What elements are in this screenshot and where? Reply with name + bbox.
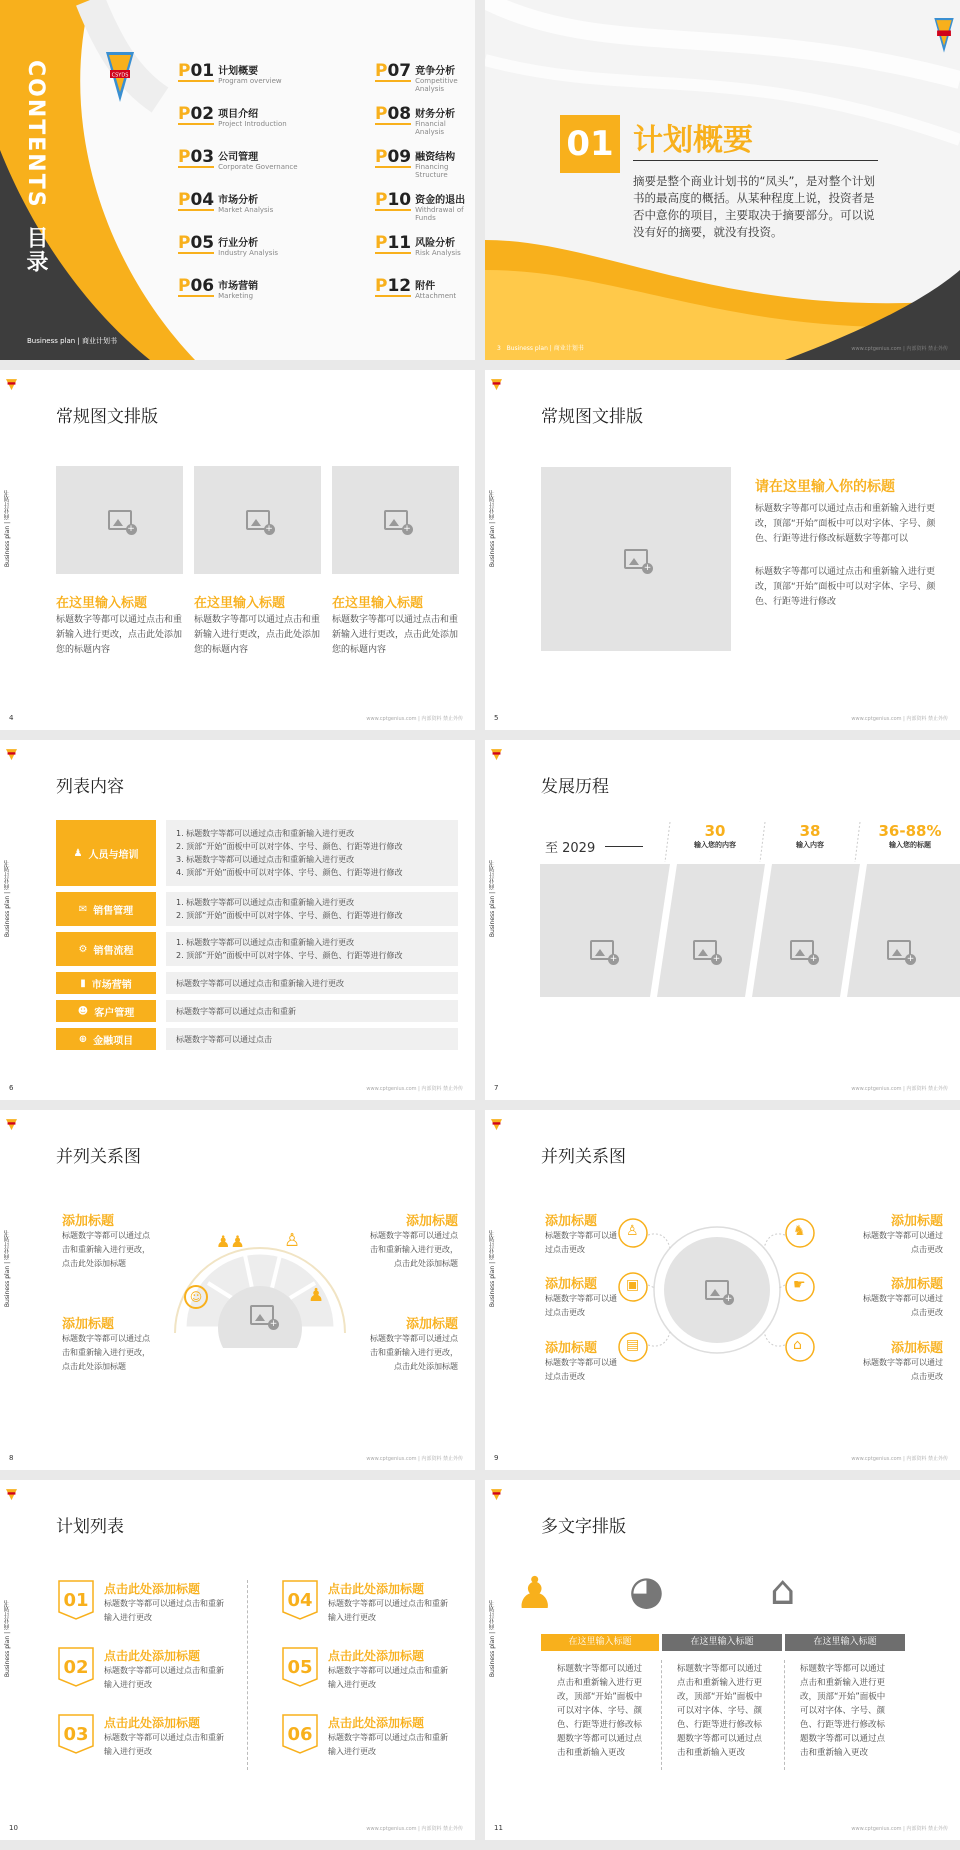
plan-title: 点击此处添加标题: [328, 1582, 425, 1596]
list-line: 1. 标题数字等都可以通过点击和重新输入进行更改: [176, 898, 355, 907]
contents-cn: 计划概要: [218, 66, 259, 77]
image-add-icon: [590, 940, 614, 960]
pie-chart-icon: ◕: [629, 1568, 664, 1614]
contents-en: Corporate Governance: [218, 163, 298, 171]
list-line: 标题数字等都可以通过点击: [176, 1034, 272, 1044]
slide-multi-text[interactable]: [485, 1480, 960, 1840]
user-icon: ☺: [184, 1285, 208, 1309]
plan-text: 标题数字等都可以通过点击和重新输入进行更改: [104, 1733, 224, 1756]
column-text: 标题数字等都可以通过点击和重新输入进行更改，顶部“开始”面板中可以对字体、字号、颜色、行距等进行修改标题数字等都可以通过点击和重新输入更改: [677, 1664, 763, 1758]
page-number: 10: [9, 1824, 18, 1832]
column-label: 在这里输入标题: [785, 1634, 905, 1651]
item-title: 添加标题: [545, 1277, 598, 1292]
column-text: 标题数字等都可以通过点击和重新输入进行更改，顶部“开始”面板中可以对字体、字号、颜色、行距等进行修改标题数字等都可以通过点击和重新输入更改: [557, 1664, 643, 1758]
plan-text: 标题数字等都可以通过点击和重新输入进行更改: [328, 1599, 448, 1622]
contents-num: P02: [178, 104, 215, 124]
item-text: 标题数字等都可以通过点击更改: [545, 1294, 617, 1317]
plan-title: 点击此处添加标题: [104, 1649, 201, 1663]
divider: [784, 1660, 785, 1770]
group-icon: ♟: [308, 1285, 325, 1306]
stat-value: 36-88%: [878, 822, 942, 840]
page-number: 8: [9, 1454, 14, 1462]
vertical-label: Business plan | 商业计划书: [489, 1230, 496, 1308]
contents-en: Risk Analysis: [415, 249, 461, 257]
card-title: 在这里输入标题: [194, 596, 286, 611]
contents-cn: 融资结构: [415, 152, 456, 163]
list-label[interactable]: ♟ 人员与培训: [56, 820, 156, 886]
plan-item[interactable]: [58, 1647, 229, 1692]
hand-icon: ☛: [793, 1277, 806, 1293]
mini-logo: [6, 1116, 17, 1128]
number-badge: [282, 1580, 318, 1620]
item: [62, 1210, 152, 1271]
contents-item[interactable]: [375, 191, 475, 222]
item: [62, 1313, 152, 1374]
image-add-icon: [790, 940, 814, 960]
divider: [247, 1580, 248, 1770]
plan-item[interactable]: [58, 1714, 229, 1759]
list-label[interactable]: ☻ 客户管理: [56, 1000, 156, 1022]
vertical-label: Business plan | 商业计划书: [489, 860, 496, 938]
item-title: 添加标题: [405, 1214, 458, 1229]
list-row: [56, 1000, 458, 1022]
list-row: [56, 1028, 458, 1050]
plan-item[interactable]: [282, 1714, 453, 1759]
box-icon: ▣: [626, 1277, 640, 1293]
list-line: 3. 标题数字等都可以通过点击和重新输入进行更改: [176, 855, 355, 864]
card-text: 标题数字等都可以通过点击和重新输入进行更改，点击此处添加您的标题内容: [194, 615, 321, 655]
slide-image-text-1[interactable]: [0, 370, 475, 730]
card-text: 标题数字等都可以通过点击和重新输入进行更改，点击此处添加您的标题内容: [332, 615, 459, 655]
slide-timeline[interactable]: [485, 740, 960, 1100]
vertical-label: Business plan | 商业计划书: [4, 490, 11, 568]
contents-en: Project Introduction: [218, 120, 287, 128]
list-row: [56, 972, 458, 994]
contents-en: Industry Analysis: [218, 249, 278, 257]
item-text: 标题数字等都可以通过点击更改: [863, 1294, 943, 1317]
plan-item[interactable]: [282, 1580, 453, 1625]
slide-title: 发展历程: [541, 777, 609, 797]
stat: [775, 822, 845, 850]
footer: www.cptgenius.com | 内部资料 禁止外传: [851, 1826, 948, 1832]
list-content: [166, 1028, 458, 1050]
contents-num: P01: [178, 61, 215, 81]
plan-text: 标题数字等都可以通过点击和重新输入进行更改: [328, 1666, 448, 1689]
stat-label: 输入内容: [796, 841, 824, 849]
image-placeholder[interactable]: [194, 466, 321, 574]
list-line: 2. 顶部“开始”面板中可以对字体、字号、颜色、行距等进行修改: [176, 842, 403, 851]
plan-item[interactable]: [58, 1580, 229, 1625]
item: [863, 1337, 943, 1384]
item-text: 标题数字等都可以通过点击和重新输入进行更改，点击此处添加标题: [370, 1334, 458, 1371]
item-text: 标题数字等都可以通过点击和重新输入进行更改，点击此处添加标题: [62, 1334, 150, 1371]
slide-parallel-2[interactable]: [485, 1110, 960, 1470]
building-icon: ⌂: [770, 1568, 796, 1614]
list-label[interactable]: ⊕ 金融项目: [56, 1028, 156, 1050]
headset-icon: ♞: [793, 1223, 806, 1239]
footer: www.cptgenius.com | 内部资料 禁止外传: [366, 1826, 463, 1832]
number-badge: [58, 1714, 94, 1754]
list-line: 标题数字等都可以通过点击和重新: [176, 1006, 296, 1016]
contents-cn: 公司管理: [218, 152, 259, 163]
footer: www.cptgenius.com | 内部资料 禁止外传: [366, 716, 463, 722]
team-icon: ♟: [73, 847, 83, 859]
contents-cn: 行业分析: [218, 238, 259, 249]
column-label: 在这里输入标题: [541, 1634, 659, 1651]
section-title: 计划概要: [633, 123, 753, 158]
plan-text: 标题数字等都可以通过点击和重新输入进行更改: [328, 1733, 448, 1756]
semi-circle-diagram: [160, 1198, 360, 1348]
contents-num: P05: [178, 233, 215, 253]
image-add-icon: [624, 549, 648, 569]
item-text: 标题数字等都可以通过点击更改: [863, 1358, 943, 1381]
summary-text: 摘要是整个商业计划书的“凤头”，是对整个计划书的最高度的概括。从某种程度上说，投资者是否中意你的项目，主要取决于摘要部分。可以说没有好的摘要，就没有投资。: [633, 174, 875, 239]
item-text: 标题数字等都可以通过点击更改: [863, 1231, 943, 1254]
image-placeholder[interactable]: [56, 466, 183, 574]
contents-item[interactable]: [375, 62, 475, 93]
business-plan-label: Business plan | 商业计划书: [27, 337, 118, 345]
contents-cn: 附件: [415, 281, 436, 292]
contents-item[interactable]: [375, 277, 456, 300]
plan-title: 点击此处添加标题: [104, 1582, 201, 1596]
list-line: 4. 顶部“开始”面板中可以对字体、字号、颜色、行距等进行修改: [176, 868, 403, 877]
item-text: 标题数字等都可以通过点击更改: [545, 1231, 617, 1254]
sales-icon: ✉: [78, 903, 88, 915]
slide-title: 并列关系图: [541, 1147, 626, 1167]
team-icon: ♟♟: [216, 1232, 245, 1251]
item-text: 标题数字等都可以通过点击和重新输入进行更改，点击此处添加标题: [370, 1231, 458, 1268]
contents-en: Financing Structure: [415, 163, 449, 179]
contents-background: [0, 0, 475, 360]
number-badge: [58, 1580, 94, 1620]
item: [545, 1273, 620, 1320]
image-add-icon: [887, 940, 911, 960]
image-add-icon: [384, 510, 408, 530]
plan-text: 标题数字等都可以通过点击和重新输入进行更改: [104, 1599, 224, 1622]
person-icon: ♙: [284, 1230, 301, 1251]
card-title: 在这里输入标题: [332, 596, 424, 611]
footer: www.cptgenius.com | 内部资料 禁止外传: [851, 716, 948, 722]
page-number: 7: [494, 1084, 499, 1092]
contents-num: P08: [375, 104, 412, 124]
slide-title: 多文字排版: [541, 1517, 626, 1537]
contents-cn: 风险分析: [415, 238, 456, 249]
stat-value: 38: [799, 822, 821, 840]
divider: [661, 1660, 662, 1770]
item-text: 标题数字等都可以通过点击和重新输入进行更改，点击此处添加标题: [62, 1231, 150, 1268]
image-add-icon: [108, 510, 132, 530]
list-line: 2. 顶部“开始”面板中可以对字体、字号、颜色、行距等进行修改: [176, 911, 403, 920]
slide-contents[interactable]: [0, 0, 475, 360]
column-label: 在这里输入标题: [662, 1634, 782, 1651]
finance-icon: ⊕: [78, 1033, 88, 1045]
card-text: 标题数字等都可以通过点击和重新输入进行更改，点击此处添加您的标题内容: [56, 615, 183, 655]
mini-logo: [6, 376, 17, 388]
contents-en: CONTENTS: [23, 60, 48, 209]
slide-plan-list[interactable]: [0, 1480, 475, 1840]
image-placeholder[interactable]: [332, 466, 459, 574]
contents-item[interactable]: [375, 234, 461, 257]
svg-text:03: 03: [63, 1724, 89, 1745]
item: [863, 1273, 943, 1320]
section-number: 01: [560, 115, 620, 173]
vertical-label: Business plan | 商业计划书: [4, 1230, 11, 1308]
item: [545, 1210, 620, 1257]
item: [368, 1313, 458, 1374]
contents-num: P12: [375, 276, 412, 296]
vertical-label: Business plan | 商业计划书: [489, 490, 496, 568]
page-number: 5: [494, 714, 499, 722]
item-title: 添加标题: [405, 1317, 458, 1332]
list-line: 1. 标题数字等都可以通过点击和重新输入进行更改: [176, 938, 355, 947]
item-title: 添加标题: [890, 1214, 943, 1229]
contents-item[interactable]: [178, 234, 278, 257]
contents-cn: 财务分析: [415, 109, 456, 120]
svg-text:01: 01: [63, 1590, 89, 1611]
footer: www.cptgenius.com | 内部资料 禁止外传: [851, 346, 948, 352]
item: [545, 1337, 620, 1384]
slide-image-text-2[interactable]: [485, 370, 960, 730]
contents-num: P04: [178, 190, 215, 210]
contents-item[interactable]: [375, 148, 475, 179]
contents-cn: 市场分析: [218, 195, 259, 206]
year-label: 至 2029: [545, 841, 596, 856]
slide-list-content[interactable]: [0, 740, 475, 1100]
user-add-icon: ♟: [515, 1568, 555, 1619]
image-add-icon: [250, 1305, 274, 1325]
contents-num: P11: [375, 233, 412, 253]
contents-cn: 项目介绍: [218, 109, 259, 120]
page-number: 9: [494, 1454, 499, 1462]
customer-icon: ☻: [77, 1005, 89, 1017]
mini-logo: [6, 1486, 17, 1498]
contents-item[interactable]: [178, 277, 258, 300]
contents-en: Attachment: [415, 292, 457, 300]
list-label[interactable]: ▮ 市场营销: [56, 972, 156, 994]
contents-item[interactable]: [178, 62, 282, 85]
person-circle-icon: ♙: [626, 1223, 639, 1239]
mini-logo: [6, 746, 17, 758]
page-number: 4: [9, 714, 14, 722]
contents-num: P06: [178, 276, 215, 296]
card: [332, 466, 459, 658]
number-badge: [58, 1647, 94, 1687]
list-content: [166, 892, 458, 926]
list-label[interactable]: ✉ 销售管理: [56, 892, 156, 926]
business-plan-label: Business plan | 商业计划书: [506, 345, 584, 352]
list-content: [166, 932, 458, 966]
item: [863, 1210, 943, 1257]
contents-en: Marketing: [218, 292, 254, 300]
card: [56, 466, 183, 658]
page-number: 11: [494, 1824, 503, 1832]
card: [194, 466, 321, 658]
card-title: 在这里输入标题: [56, 596, 148, 611]
mini-logo: [491, 746, 502, 758]
stat: [870, 822, 950, 850]
vertical-label: Business plan | 商业计划书: [4, 860, 11, 938]
list-content: [166, 1000, 458, 1022]
contents-item[interactable]: [375, 105, 475, 136]
item-title: 添加标题: [62, 1214, 115, 1229]
plan-text: 标题数字等都可以通过点击和重新输入进行更改: [104, 1666, 224, 1689]
footer: www.cptgenius.com | 内部资料 禁止外传: [851, 1456, 948, 1462]
contents-en: Financial Analysis: [415, 120, 446, 136]
house-icon: ⌂: [793, 1337, 802, 1353]
slide-title: 常规图文排版: [56, 407, 158, 427]
slide-title: 列表内容: [56, 777, 124, 797]
stat-label: 输入您的内容: [694, 841, 736, 849]
contents-item[interactable]: [178, 191, 273, 214]
vertical-label: Business plan | 商业计划书: [4, 1600, 11, 1678]
slide-title: 常规图文排版: [541, 407, 643, 427]
id-card-icon: ▤: [626, 1337, 640, 1353]
svg-text:CSYDS: CSYDS: [111, 72, 129, 79]
paragraph-1: 标题数字等都可以通过点击和重新输入进行更改，顶部“开始”面板中可以对字体、字号、颜色、行距等进行修改标题数字等都可以: [755, 504, 936, 544]
item-title: 添加标题: [890, 1341, 943, 1356]
contents-num: P03: [178, 147, 215, 167]
contents-cn: 资金的退出: [415, 195, 466, 206]
item-title: 添加标题: [62, 1317, 115, 1332]
list-line: 1. 标题数字等都可以通过点击和重新输入进行更改: [176, 829, 355, 838]
contents-en: Program overview: [218, 77, 282, 85]
contents-num: P10: [375, 190, 412, 210]
list-row: [56, 820, 458, 886]
slide-parallel-1[interactable]: [0, 1110, 475, 1470]
contents-en: Market Analysis: [218, 206, 274, 214]
plan-title: 点击此处添加标题: [328, 1649, 425, 1663]
plan-title: 点击此处添加标题: [328, 1716, 425, 1730]
process-icon: ⚙: [78, 943, 88, 955]
image-placeholder[interactable]: [541, 467, 731, 651]
list-line: 2. 顶部“开始”面板中可以对字体、字号、颜色、行距等进行修改: [176, 951, 403, 960]
title-underline: [633, 160, 878, 161]
list-row: [56, 892, 458, 926]
contents-cn: 目录: [23, 226, 48, 275]
page-number: 6: [9, 1084, 14, 1092]
mini-logo: [491, 1486, 502, 1498]
heading: 请在这里输入你的标题: [755, 479, 895, 495]
image-add-icon: [246, 510, 270, 530]
column-text: 标题数字等都可以通过点击和重新输入进行更改，顶部“开始”面板中可以对字体、字号、颜色、行距等进行修改标题数字等都可以通过点击和重新输入更改: [800, 1664, 886, 1758]
contents-cn: 竞争分析: [415, 66, 456, 77]
mini-logo: [491, 376, 502, 388]
slide-title: 计划列表: [56, 1517, 124, 1537]
list-table: [56, 820, 458, 1056]
image-add-icon: [705, 1280, 729, 1300]
image-add-icon: [693, 940, 717, 960]
chart-icon: ▮: [80, 977, 86, 989]
vertical-label: Business plan | 商业计划书: [489, 1600, 496, 1678]
plan-item[interactable]: [282, 1647, 453, 1692]
list-label[interactable]: ⚙ 销售流程: [56, 932, 156, 966]
stat-label: 输入您的标题: [889, 841, 931, 849]
number-badge: [282, 1647, 318, 1687]
contents-num: P07: [375, 61, 412, 81]
paragraph-2: 标题数字等都可以通过点击和重新输入进行更改，顶部“开始”面板中可以对字体、字号、颜色、行距等进行修改: [755, 567, 936, 607]
list-row: [56, 932, 458, 966]
contents-item[interactable]: [178, 148, 298, 171]
logo: [934, 18, 954, 54]
item-title: 添加标题: [545, 1214, 598, 1229]
slide-plan-summary[interactable]: [485, 0, 960, 360]
svg-text:05: 05: [287, 1657, 313, 1678]
footer: www.cptgenius.com | 内部资料 禁止外传: [366, 1086, 463, 1092]
contents-en: Withdrawal of Funds: [415, 206, 464, 222]
slide-title: 并列关系图: [56, 1147, 141, 1167]
item-text: 标题数字等都可以通过点击更改: [545, 1358, 617, 1381]
item: [368, 1210, 458, 1271]
footer: www.cptgenius.com | 内部资料 禁止外传: [366, 1456, 463, 1462]
stat-value: 30: [704, 822, 726, 840]
page-number: 3: [497, 345, 501, 352]
list-content: [166, 972, 458, 994]
stat: [680, 822, 750, 850]
number-badge: [282, 1714, 318, 1754]
item-title: 添加标题: [545, 1341, 598, 1356]
plan-title: 点击此处添加标题: [104, 1716, 201, 1730]
footer: www.cptgenius.com | 内部资料 禁止外传: [851, 1086, 948, 1092]
list-line: 标题数字等都可以通过点击和重新输入进行更改: [176, 978, 344, 988]
svg-text:02: 02: [63, 1657, 89, 1678]
contents-num: P09: [375, 147, 412, 167]
svg-text:04: 04: [287, 1590, 313, 1611]
list-content: [166, 820, 458, 886]
contents-cn: 市场营销: [218, 281, 259, 292]
logo: [106, 52, 134, 104]
item-title: 添加标题: [890, 1277, 943, 1292]
contents-en: Competitive Analysis: [415, 77, 458, 93]
svg-text:06: 06: [287, 1724, 313, 1745]
contents-item[interactable]: [178, 105, 287, 128]
